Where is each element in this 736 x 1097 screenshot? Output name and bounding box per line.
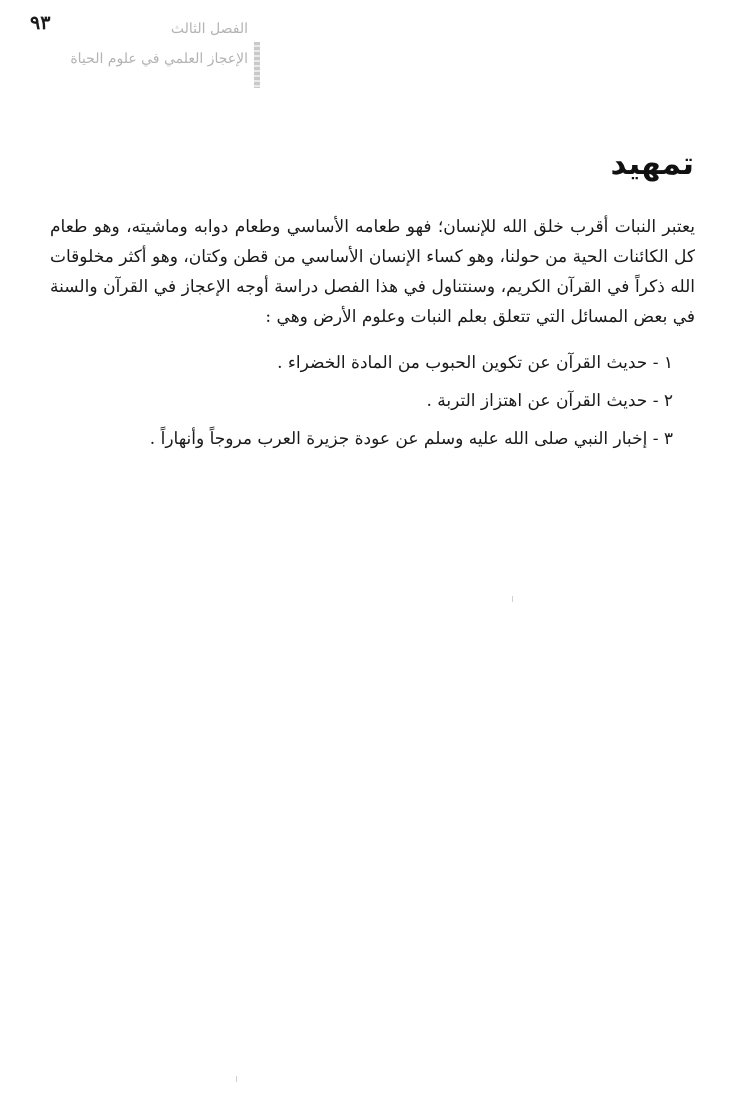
header-decoration-bar <box>254 42 260 88</box>
scan-artifact <box>236 1076 237 1082</box>
scan-artifact <box>512 596 513 602</box>
book-title: الإعجاز العلمي في علوم الحياة <box>70 51 248 67</box>
list-item: ٢ - حديث القرآن عن اهتزاز التربة . <box>426 391 673 411</box>
list-item: ٣ - إخبار النبي صلى الله عليه وسلم عن عودة جزيرة العرب مروجاً وأنهاراً . <box>149 429 673 449</box>
topic-list <box>50 344 695 458</box>
section-title: تمهيد <box>610 146 694 182</box>
list-item: ١ - حديث القرآن عن تكوين الحبوب من المادة الخضراء . <box>277 353 673 373</box>
intro-paragraph: يعتبر النبات أقرب خلق الله للإنسان؛ فهو طعامه الأساسي وطعام دوابه وماشيته، وهو طعام كل الكائنات الحية من حولنا، وهو كساء الإنسان الأساسي من قطن وكتان، وهو أكثر مخلوقات الله ذكراً في القرآن الكريم، وسنتناول في هذا الفصل دراسة أوجه الإعجاز في القرآن والسنة في بعض المسائل التي تتعلق بعلم النبات وعلوم الأرض وهي : <box>50 217 695 327</box>
chapter-label: الفصل الثالث <box>170 21 248 37</box>
running-header <box>30 12 260 82</box>
header-text <box>70 14 248 74</box>
page-body <box>50 212 695 458</box>
page-number: ٩٣ <box>30 12 51 34</box>
